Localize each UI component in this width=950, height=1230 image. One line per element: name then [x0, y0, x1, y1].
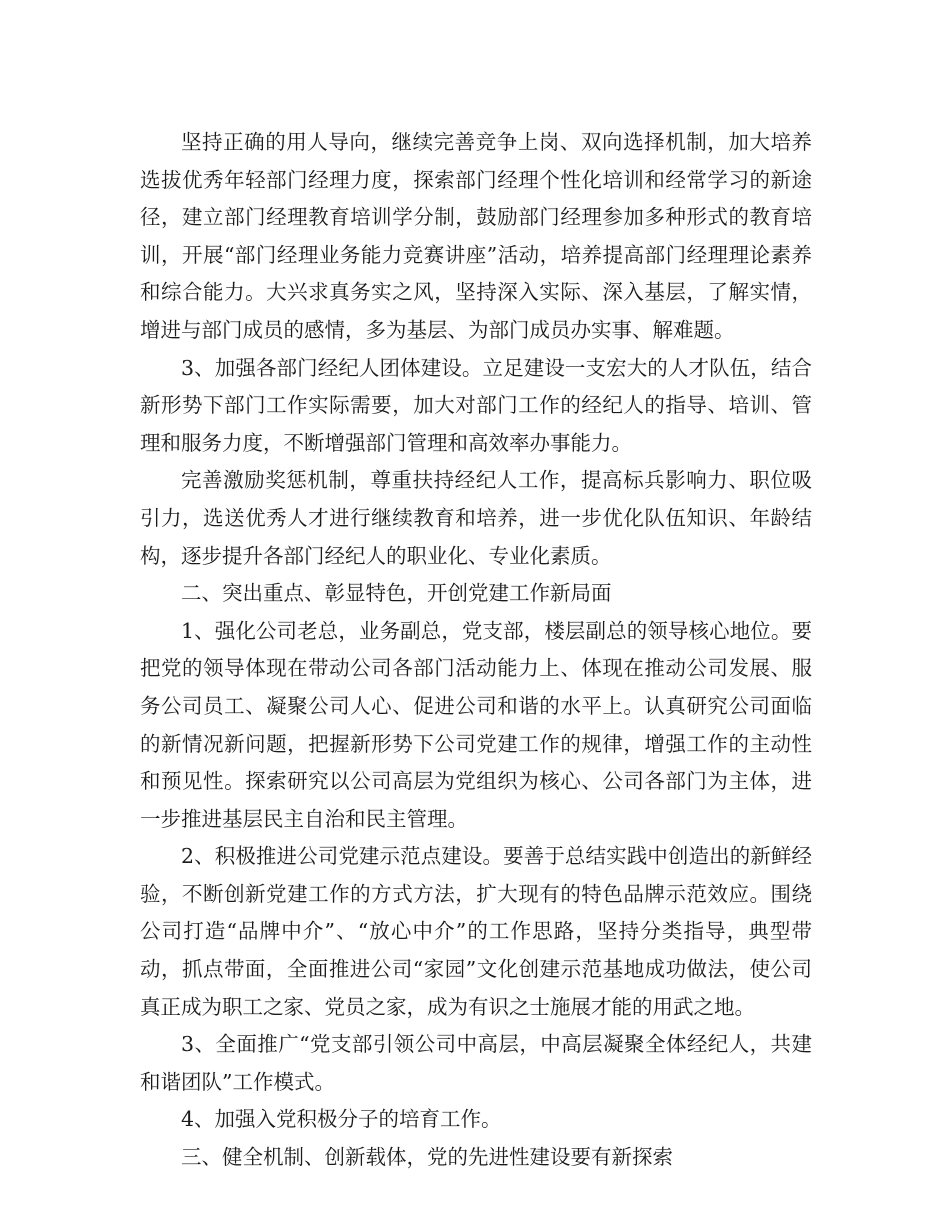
paragraph-2: 3、加强各部门经纪人团体建设。立足建设一支宏大的人才队伍，结合新形势下部门工作实际需要，加大对部门工作的经纪人的指导、培训、管理和服务力度，不断增强部门管理和高效率办事能力。 — [140, 355, 812, 455]
section-heading-3: 三、健全机制、创新载体，党的先进性建设要有新探索 — [181, 1145, 673, 1170]
paragraph-5: 1、强化公司老总，业务副总，党支部，楼层副总的领导核心地位。要把党的领导体现在带动公司各部门活动能力上、体现在推动公司发展、服务公司员工、凝聚公司人心、促进公司和谐的水平上。认真研究公司面临的新情况新问题，把握新形势下公司党建工作的规律，增强工作的主动性和预见性。探索研究以公司高层为党组织为核心、公司各部门为主体，进一步推进基层民主自治和民主管理。 — [140, 618, 812, 831]
section-heading-2: 二、突出重点、彰显特色，开创党建工作新局面 — [181, 581, 612, 606]
paragraph-1: 坚持正确的用人导向，继续完善竞争上岗、双向选择机制，加大培养选拔优秀年轻部门经理力度，探索部门经理个性化培训和经常学习的新途径，建立部门经理教育培训学分制，鼓励部门经理参加多种形式的教育培训，开展“部门经理业务能力竞赛讲座”活动，培养提高部门经理理论素养和综合能力。大兴求真务实之风，坚持深入实际、深入基层，了解实情，增进与部门成员的感情，多为基层、为部门成员办实事、解难题。 — [140, 130, 812, 342]
paragraph-6: 2、积极推进公司党建示范点建设。要善于总结实践中创造出的新鲜经验，不断创新党建工作的方式方法，扩大现有的特色品牌示范效应。围绕公司打造“品牌中介”、“放心中介”的工作思路，坚持分类指导，典型带动，抓点带面，全面推进公司“家园”文化创建示范基地成功做法，使公司真正成为职工之家、党员之家，成为有识之士施展才能的用武之地。 — [140, 844, 812, 1019]
paragraph-3: 完善激励奖惩机制，尊重扶持经纪人工作，提高标兵影响力、职位吸引力，选送优秀人才进行继续教育和培养，进一步优化队伍知识、年龄结构，逐步提升各部门经纪人的职业化、专业化素质。 — [140, 468, 812, 568]
document-body — [140, 124, 812, 1177]
paragraph-7: 3、全面推广“党支部引领公司中高层，中高层凝聚全体经纪人，共建和谐团队”工作模式。 — [140, 1032, 812, 1094]
paragraph-8: 4、加强入党积极分子的培育工作。 — [181, 1107, 502, 1132]
